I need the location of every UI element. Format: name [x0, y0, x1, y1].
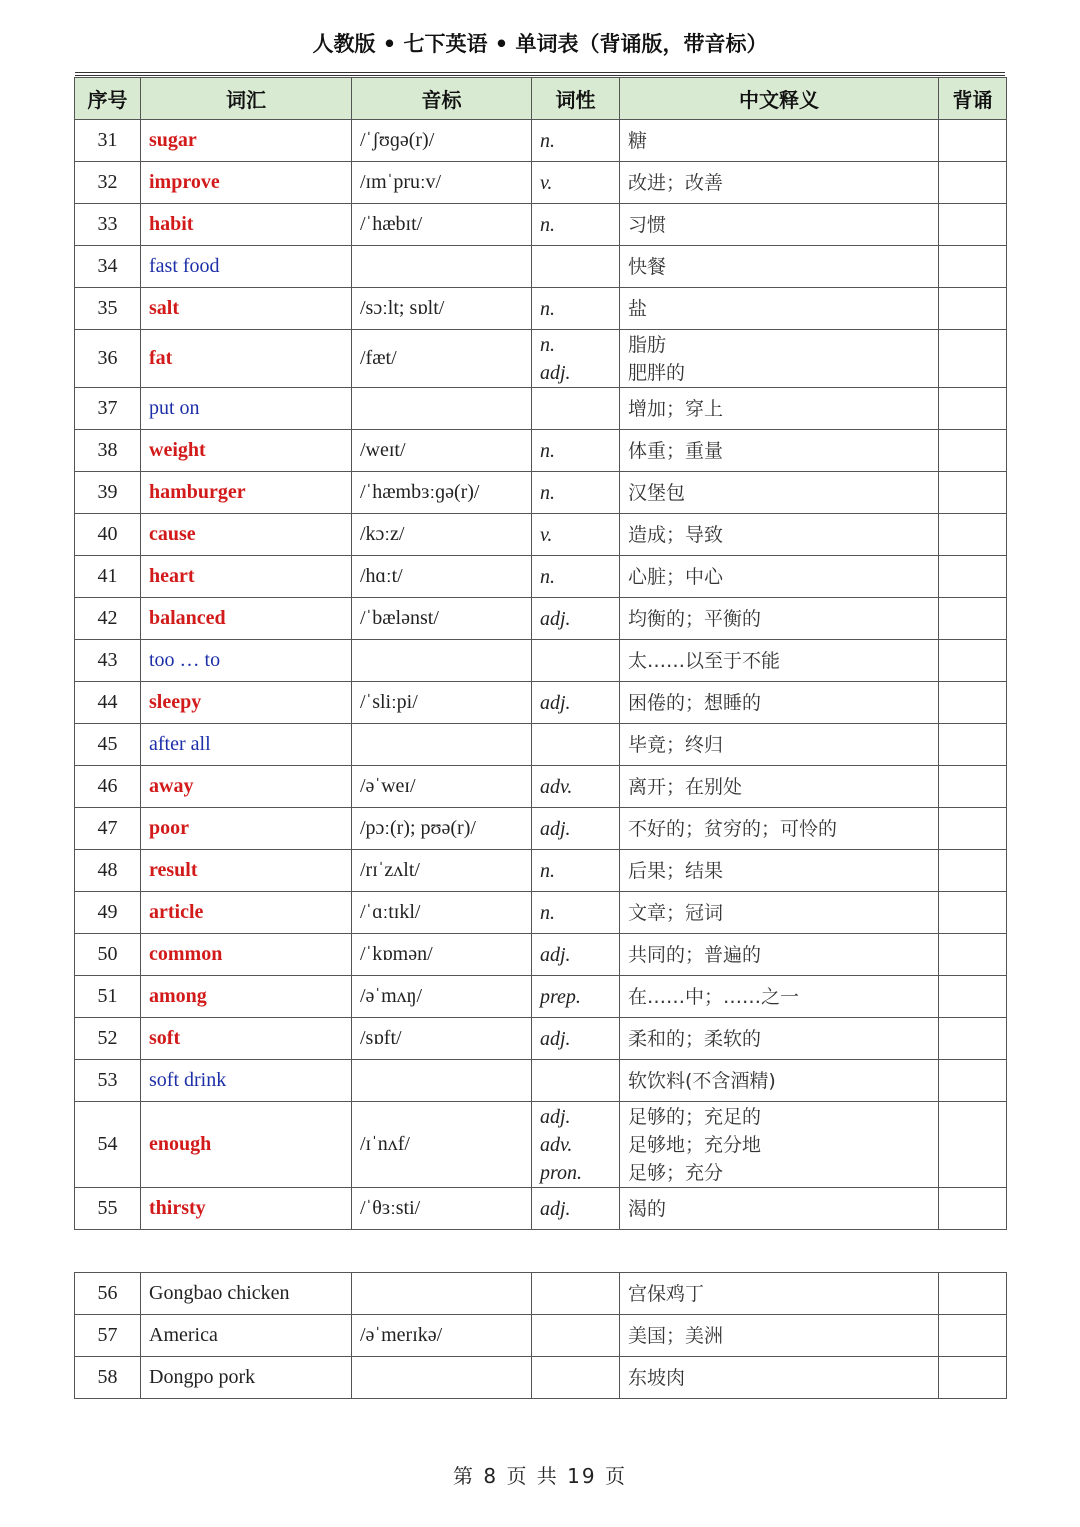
chinese-meaning: [620, 1188, 939, 1230]
part-of-speech: [532, 850, 620, 892]
row-number: 49: [75, 892, 141, 934]
chinese-meaning: [620, 1357, 939, 1399]
chinese-meaning-line: 习惯: [628, 213, 667, 236]
part-of-speech-line: n.: [540, 213, 555, 236]
chinese-meaning: [620, 120, 939, 162]
recite-checkbox-cell[interactable]: [939, 330, 1007, 388]
chinese-meaning-line: 东坡肉: [628, 1366, 686, 1389]
recite-checkbox-cell[interactable]: [939, 1060, 1007, 1102]
table-row: [75, 556, 1007, 598]
part-of-speech-line: adj.: [540, 943, 571, 966]
row-number: 42: [75, 598, 141, 640]
row-number: 44: [75, 682, 141, 724]
part-of-speech: [532, 1273, 620, 1315]
vocabulary-word: among: [141, 976, 352, 1018]
table-row: [75, 1188, 1007, 1230]
phonetic-transcription: /ˈsliːpi/: [352, 682, 532, 724]
recite-checkbox-cell[interactable]: [939, 1018, 1007, 1060]
chinese-meaning: [620, 430, 939, 472]
table-row: [75, 766, 1007, 808]
recite-checkbox-cell[interactable]: [939, 598, 1007, 640]
part-of-speech-line: n.: [540, 439, 555, 462]
table-row: [75, 1102, 1007, 1188]
part-of-speech: [532, 1018, 620, 1060]
chinese-meaning: [620, 288, 939, 330]
phonetic-transcription: [352, 1357, 532, 1399]
table-row: [75, 682, 1007, 724]
vocabulary-word: too … to: [141, 640, 352, 682]
column-header-word: 词汇: [141, 78, 352, 120]
row-number: 46: [75, 766, 141, 808]
part-of-speech-line: adj.: [540, 607, 571, 630]
recite-checkbox-cell[interactable]: [939, 556, 1007, 598]
vocabulary-word: hamburger: [141, 472, 352, 514]
table-row: [75, 1060, 1007, 1102]
phonetic-transcription: [352, 246, 532, 288]
part-of-speech: [532, 934, 620, 976]
recite-checkbox-cell[interactable]: [939, 682, 1007, 724]
chinese-meaning-line: 足够；充分: [628, 1161, 724, 1184]
vocabulary-word: fat: [141, 330, 352, 388]
vocabulary-word: balanced: [141, 598, 352, 640]
row-number: 50: [75, 934, 141, 976]
recite-checkbox-cell[interactable]: [939, 204, 1007, 246]
proper-noun-table: [74, 1272, 1007, 1399]
chinese-meaning-line: 柔和的；柔软的: [628, 1027, 762, 1050]
recite-checkbox-cell[interactable]: [939, 246, 1007, 288]
part-of-speech-line: n.: [540, 297, 555, 320]
vocabulary-word: cause: [141, 514, 352, 556]
part-of-speech: [532, 1060, 620, 1102]
phonetic-transcription: /hɑːt/: [352, 556, 532, 598]
phonetic-transcription: /ˈhæbɪt/: [352, 204, 532, 246]
chinese-meaning: [620, 808, 939, 850]
recite-checkbox-cell[interactable]: [939, 1357, 1007, 1399]
chinese-meaning-line: 足够地；充分地: [628, 1133, 762, 1156]
chinese-meaning: [620, 766, 939, 808]
part-of-speech: [532, 514, 620, 556]
chinese-meaning: [620, 724, 939, 766]
phonetic-transcription: /ɪˈnʌf/: [352, 1102, 532, 1188]
chinese-meaning-line: 软饮料(不含酒精): [628, 1069, 776, 1092]
recite-checkbox-cell[interactable]: [939, 1102, 1007, 1188]
recite-checkbox-cell[interactable]: [939, 514, 1007, 556]
vocabulary-word: Gongbao chicken: [141, 1273, 352, 1315]
chinese-meaning: [620, 472, 939, 514]
phonetic-transcription: /kɔːz/: [352, 514, 532, 556]
chinese-meaning: [620, 162, 939, 204]
row-number: 47: [75, 808, 141, 850]
title-underline: [75, 72, 1005, 73]
part-of-speech: [532, 1357, 620, 1399]
recite-checkbox-cell[interactable]: [939, 640, 1007, 682]
part-of-speech: [532, 976, 620, 1018]
vocabulary-word: thirsty: [141, 1188, 352, 1230]
row-number: 51: [75, 976, 141, 1018]
table-row: [75, 330, 1007, 388]
chinese-meaning-line: 在……中；……之一: [628, 985, 800, 1008]
vocabulary-word: article: [141, 892, 352, 934]
row-number: 48: [75, 850, 141, 892]
chinese-meaning-line: 体重；重量: [628, 439, 724, 462]
part-of-speech: [532, 1102, 620, 1188]
part-of-speech: [532, 246, 620, 288]
vocabulary-word: weight: [141, 430, 352, 472]
row-number: 45: [75, 724, 141, 766]
vocabulary-word: salt: [141, 288, 352, 330]
phonetic-transcription: /fæt/: [352, 330, 532, 388]
part-of-speech: [532, 472, 620, 514]
table-row: [75, 976, 1007, 1018]
phonetic-transcription: /ˈkɒmən/: [352, 934, 532, 976]
recite-checkbox-cell[interactable]: [939, 808, 1007, 850]
column-header-recite: 背诵: [939, 78, 1007, 120]
chinese-meaning: [620, 1315, 939, 1357]
vocabulary-word: fast food: [141, 246, 352, 288]
vocabulary-word: sleepy: [141, 682, 352, 724]
part-of-speech-line: adj.: [540, 361, 571, 384]
row-number: 57: [75, 1315, 141, 1357]
chinese-meaning-line: 糖: [628, 129, 648, 152]
phonetic-transcription: /ˈɑːtɪkl/: [352, 892, 532, 934]
chinese-meaning: [620, 682, 939, 724]
row-number: 56: [75, 1273, 141, 1315]
part-of-speech-line: prep.: [540, 985, 581, 1008]
vocabulary-word: heart: [141, 556, 352, 598]
phonetic-transcription: /əˈmerɪkə/: [352, 1315, 532, 1357]
vocabulary-word: sugar: [141, 120, 352, 162]
chinese-meaning-line: 肥胖的: [628, 361, 686, 384]
chinese-meaning: [620, 246, 939, 288]
phonetic-transcription: /ɪmˈpruːv/: [352, 162, 532, 204]
table-row: [75, 1357, 1007, 1399]
vocabulary-word: soft drink: [141, 1060, 352, 1102]
part-of-speech: [532, 1188, 620, 1230]
table-row: [75, 724, 1007, 766]
phonetic-transcription: /weɪt/: [352, 430, 532, 472]
row-number: 38: [75, 430, 141, 472]
vocabulary-word: Dongpo pork: [141, 1357, 352, 1399]
row-number: 52: [75, 1018, 141, 1060]
part-of-speech-line: adv.: [540, 775, 573, 798]
title-underline-2: [75, 75, 1005, 76]
page-footer: 第 8 页 共 19 页: [453, 1464, 627, 1488]
table-row: [75, 388, 1007, 430]
part-of-speech: [532, 430, 620, 472]
chinese-meaning: [620, 330, 939, 388]
chinese-meaning-line: 足够的；充足的: [628, 1105, 762, 1128]
part-of-speech: [532, 766, 620, 808]
vocabulary-word: improve: [141, 162, 352, 204]
recite-checkbox-cell[interactable]: [939, 1273, 1007, 1315]
chinese-meaning: [620, 598, 939, 640]
part-of-speech: [532, 724, 620, 766]
vocabulary-word: result: [141, 850, 352, 892]
chinese-meaning: [620, 388, 939, 430]
table-row: [75, 204, 1007, 246]
page-title: 人教版 • 七下英语 • 单词表（背诵版，带音标）: [312, 32, 768, 56]
chinese-meaning-line: 汉堡包: [628, 481, 686, 504]
table-row: [75, 120, 1007, 162]
table-row: [75, 934, 1007, 976]
chinese-meaning: [620, 892, 939, 934]
recite-checkbox-cell[interactable]: [939, 766, 1007, 808]
chinese-meaning-line: 离开；在别处: [628, 775, 743, 798]
chinese-meaning: [620, 1102, 939, 1188]
part-of-speech: [532, 204, 620, 246]
chinese-meaning-line: 均衡的；平衡的: [628, 607, 762, 630]
chinese-meaning-line: 宫保鸡丁: [628, 1282, 705, 1305]
vocabulary-word: poor: [141, 808, 352, 850]
row-number: 35: [75, 288, 141, 330]
row-number: 55: [75, 1188, 141, 1230]
chinese-meaning-line: 脂肪: [628, 333, 667, 356]
chinese-meaning: [620, 640, 939, 682]
recite-checkbox-cell[interactable]: [939, 1315, 1007, 1357]
table-row: [75, 1018, 1007, 1060]
vocabulary-word: enough: [141, 1102, 352, 1188]
row-number: 41: [75, 556, 141, 598]
row-number: 31: [75, 120, 141, 162]
part-of-speech-line: v.: [540, 171, 553, 194]
part-of-speech-line: pron.: [540, 1161, 583, 1184]
part-of-speech-line: n.: [540, 901, 555, 924]
chinese-meaning-line: 困倦的；想睡的: [628, 691, 762, 714]
table-row: [75, 850, 1007, 892]
column-header-phonetic: 音标: [352, 78, 532, 120]
chinese-meaning-line: 太……以至于不能: [628, 649, 781, 672]
recite-checkbox-cell[interactable]: [939, 976, 1007, 1018]
chinese-meaning-line: 共同的；普遍的: [628, 943, 762, 966]
chinese-meaning-line: 后果；结果: [628, 859, 724, 882]
chinese-meaning: [620, 850, 939, 892]
chinese-meaning-line: 美国；美洲: [628, 1324, 724, 1347]
recite-checkbox-cell[interactable]: [939, 1188, 1007, 1230]
chinese-meaning: [620, 976, 939, 1018]
part-of-speech: [532, 162, 620, 204]
chinese-meaning: [620, 514, 939, 556]
table-row: [75, 162, 1007, 204]
row-number: 58: [75, 1357, 141, 1399]
part-of-speech-line: n.: [540, 565, 555, 588]
chinese-meaning-line: 造成；导致: [628, 523, 724, 546]
phonetic-transcription: /ˈbælənst/: [352, 598, 532, 640]
column-header-part-of-speech: 词性: [532, 78, 620, 120]
part-of-speech-line: n.: [540, 481, 555, 504]
recite-checkbox-cell[interactable]: [939, 892, 1007, 934]
recite-checkbox-cell[interactable]: [939, 850, 1007, 892]
part-of-speech: [532, 1315, 620, 1357]
recite-checkbox-cell[interactable]: [939, 472, 1007, 514]
chinese-meaning: [620, 1060, 939, 1102]
part-of-speech: [532, 598, 620, 640]
chinese-meaning-line: 盐: [628, 297, 648, 320]
recite-checkbox-cell[interactable]: [939, 388, 1007, 430]
table-row: [75, 514, 1007, 556]
row-number: 37: [75, 388, 141, 430]
vocabulary-word: America: [141, 1315, 352, 1357]
part-of-speech: [532, 682, 620, 724]
phonetic-transcription: /sɒft/: [352, 1018, 532, 1060]
part-of-speech-line: n.: [540, 333, 555, 356]
chinese-meaning-line: 不好的；贫穷的；可怜的: [628, 817, 838, 840]
row-number: 39: [75, 472, 141, 514]
vocabulary-table: [74, 77, 1007, 1230]
table-row: [75, 1273, 1007, 1315]
recite-checkbox-cell[interactable]: [939, 120, 1007, 162]
chinese-meaning-line: 渴的: [628, 1197, 667, 1220]
chinese-meaning-line: 增加；穿上: [628, 397, 724, 420]
table-row: [75, 892, 1007, 934]
part-of-speech: [532, 808, 620, 850]
table-row: [75, 246, 1007, 288]
phonetic-transcription: [352, 640, 532, 682]
part-of-speech-line: adj.: [540, 1105, 571, 1128]
vocabulary-word: common: [141, 934, 352, 976]
part-of-speech: [532, 388, 620, 430]
part-of-speech-line: adv.: [540, 1133, 573, 1156]
part-of-speech-line: n.: [540, 859, 555, 882]
table-row: [75, 1315, 1007, 1357]
chinese-meaning: [620, 934, 939, 976]
phonetic-transcription: /əˈweɪ/: [352, 766, 532, 808]
row-number: 54: [75, 1102, 141, 1188]
phonetic-transcription: /ˈʃʊɡə(r)/: [352, 120, 532, 162]
recite-checkbox-cell[interactable]: [939, 724, 1007, 766]
part-of-speech-line: adj.: [540, 1027, 571, 1050]
phonetic-transcription: /pɔː(r); pʊə(r)/: [352, 808, 532, 850]
column-header-number: 序号: [75, 78, 141, 120]
part-of-speech-line: adj.: [540, 1197, 571, 1220]
part-of-speech-line: adj.: [540, 691, 571, 714]
row-number: 43: [75, 640, 141, 682]
phonetic-transcription: [352, 724, 532, 766]
vocabulary-word: after all: [141, 724, 352, 766]
table-row: [75, 288, 1007, 330]
chinese-meaning: [620, 204, 939, 246]
recite-checkbox-cell[interactable]: [939, 934, 1007, 976]
vocabulary-word: soft: [141, 1018, 352, 1060]
row-number: 34: [75, 246, 141, 288]
chinese-meaning: [620, 1273, 939, 1315]
part-of-speech: [532, 892, 620, 934]
row-number: 53: [75, 1060, 141, 1102]
table-row: [75, 808, 1007, 850]
vocabulary-word: away: [141, 766, 352, 808]
row-number: 32: [75, 162, 141, 204]
recite-checkbox-cell[interactable]: [939, 288, 1007, 330]
table-row: [75, 640, 1007, 682]
part-of-speech: [532, 556, 620, 598]
table-row: [75, 472, 1007, 514]
row-number: 33: [75, 204, 141, 246]
row-number: 36: [75, 330, 141, 388]
phonetic-transcription: /sɔːlt; sɒlt/: [352, 288, 532, 330]
vocabulary-word: habit: [141, 204, 352, 246]
phonetic-transcription: [352, 1273, 532, 1315]
column-header-chinese-meaning: 中文释义: [620, 78, 939, 120]
table-row: [75, 430, 1007, 472]
part-of-speech: [532, 120, 620, 162]
part-of-speech: [532, 640, 620, 682]
recite-checkbox-cell[interactable]: [939, 162, 1007, 204]
chinese-meaning: [620, 556, 939, 598]
phonetic-transcription: /ˈθɜːsti/: [352, 1188, 532, 1230]
part-of-speech: [532, 288, 620, 330]
part-of-speech-line: v.: [540, 523, 553, 546]
table-header-row: [75, 78, 1007, 120]
phonetic-transcription: /rɪˈzʌlt/: [352, 850, 532, 892]
chinese-meaning-line: 改进；改善: [628, 171, 724, 194]
chinese-meaning-line: 毕竟；终归: [628, 733, 724, 756]
table-row: [75, 598, 1007, 640]
part-of-speech-line: n.: [540, 129, 555, 152]
vocabulary-word: put on: [141, 388, 352, 430]
phonetic-transcription: [352, 1060, 532, 1102]
chinese-meaning-line: 快餐: [628, 255, 667, 278]
phonetic-transcription: [352, 388, 532, 430]
chinese-meaning-line: 文章；冠词: [628, 901, 724, 924]
chinese-meaning: [620, 1018, 939, 1060]
chinese-meaning-line: 心脏；中心: [628, 565, 724, 588]
phonetic-transcription: /əˈmʌŋ/: [352, 976, 532, 1018]
row-number: 40: [75, 514, 141, 556]
phonetic-transcription: /ˈhæmbɜːɡə(r)/: [352, 472, 532, 514]
part-of-speech-line: adj.: [540, 817, 571, 840]
part-of-speech: [532, 330, 620, 388]
recite-checkbox-cell[interactable]: [939, 430, 1007, 472]
